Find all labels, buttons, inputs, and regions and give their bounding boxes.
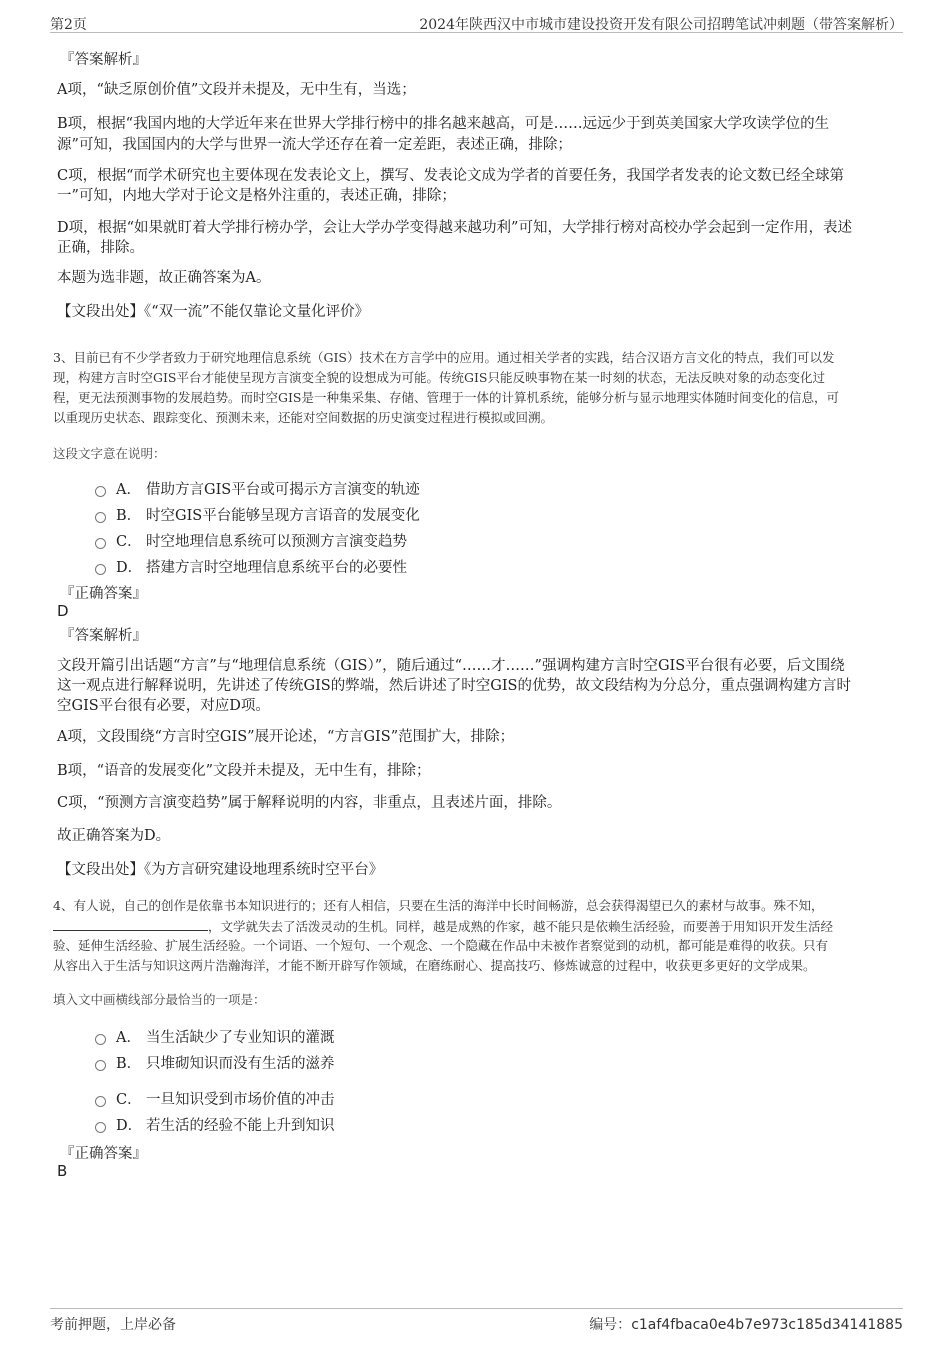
q3-option-c[interactable]: C． 时空地理信息系统可以预测方言演变趋势: [95, 530, 407, 551]
document-title: 2024年陕西汉中市城市建设投资开发有限公司招聘笔试冲刺题（带答案解析）: [419, 17, 903, 33]
analysis-c-text-2: 一”可知，内地大学对于论文是格外注重的，表述正确，排除；: [57, 188, 456, 204]
page-number: 第2页: [50, 17, 87, 33]
q4-option-d[interactable]: D． 若生活的经验不能上升到知识: [95, 1114, 335, 1135]
q3-conclusion: 故正确答案为D。: [57, 828, 171, 844]
radio-icon[interactable]: [95, 512, 106, 523]
q4-text-4: 从容出入于生活与知识这两片浩瀚海洋，才能不断开辟写作领域，在磨练耐心、提高技巧、修炼诚意的过程中，收获更多更好的文学成果。: [53, 958, 816, 973]
q4-text-1: 4、有人说，自己的创作是依靠书本知识进行的；还有人相信，只要在生活的海洋中长时间畅游，总会获得渴望已久的素材与故事。殊不知，: [53, 898, 824, 913]
q4-answer-label: 『正确答案』: [60, 1146, 147, 1162]
answer-analysis-label: 『答案解析』: [60, 52, 147, 68]
page-header: [50, 10, 903, 33]
q3-text-1: 3、目前已有不少学者致力于研究地理信息系统（GIS）技术在方言学中的应用。通过相关学者的实践，结合汉语方言文化的特点，我们可以发: [53, 350, 835, 365]
q3-option-d[interactable]: D． 搭建方言时空地理信息系统平台的必要性: [95, 556, 407, 577]
radio-icon[interactable]: [95, 538, 106, 549]
q4-option-b[interactable]: B． 只堆砌知识而没有生活的滋养: [95, 1052, 335, 1073]
q4-answer: B: [57, 1162, 68, 1180]
radio-icon[interactable]: [95, 1096, 106, 1107]
radio-icon[interactable]: [95, 1122, 106, 1133]
q3-analysis-3: 空GIS平台很有必要，对应D项。: [57, 698, 270, 714]
q3-option-a[interactable]: A． 借助方言GIS平台或可揭示方言演变的轨迹: [95, 478, 420, 499]
q3-analysis-a: A项，文段围绕“方言时空GIS”展开论述，“方言GIS”范围扩大，排除；: [57, 729, 515, 745]
analysis-b-text-2: 源”可知，我国国内的大学与世界一流大学还存在着一定差距，表述正确，排除；: [57, 137, 572, 153]
q3-answer-label: 『正确答案』: [60, 586, 147, 602]
q4-text-3: 验、延伸生活经验、扩展生活经验。一个词语、一个短句、一个观念、一个隐藏在作品中未被作者察觉到的动机，都可能是难得的收获。只有: [53, 938, 829, 953]
analysis-d-text-1: D项，根据“如果就盯着大学排行榜办学，会让大学办学变得越来越功利”可知，大学排行榜对高校办学会起到一定作用，表述: [57, 220, 852, 236]
analysis-a-text: A项，“缺乏原创价值”文段并未提及，无中生有，当选；: [57, 82, 416, 98]
fill-in-blank: [53, 916, 208, 931]
q3-analysis-b: B项，“语音的发展变化”文段并未提及，无中生有，排除；: [57, 763, 431, 779]
q3-analysis-label: 『答案解析』: [60, 628, 147, 644]
radio-icon[interactable]: [95, 1060, 106, 1071]
document-code: 编号：c1af4fbaca0e4b7e973c185d34141885: [589, 1317, 903, 1333]
q3-analysis-c: C项，“预测方言演变趋势”属于解释说明的内容，非重点，且表述片面，排除。: [57, 795, 562, 811]
footer-slogan: 考前押题，上岸必备: [50, 1317, 176, 1333]
q3-analysis-2: 这一观点进行解释说明，先讲述了传统GIS的弊端，然后讲述了时空GIS的优势，故文段结构为分总分，重点强调构建方言时: [57, 678, 851, 694]
q4-text-2: ，文学就失去了活泼灵动的生机。同样，越是成熟的作家，越不能只是依赖生活经验，而要善于用知识开发生活经: [53, 916, 896, 937]
q3-text-4: 以重现历史状态、跟踪变化、预测未来，还能对空间数据的历史演变过程进行模拟或回溯。: [53, 410, 554, 425]
q3-text-3: 程，更无法预测事物的发展趋势。而时空GIS是一种集采集、存储、管理于一体的计算机系统，能够分析与显示地理实体随时间变化的信息，可: [53, 390, 839, 405]
page-footer: [50, 1308, 903, 1333]
q3-text-2: 现，构建方言时空GIS平台才能使呈现方言演变全貌的设想成为可能。传统GIS只能反映事物在某一时刻的状态，无法反映对象的动态变化过: [53, 370, 825, 385]
radio-icon[interactable]: [95, 564, 106, 575]
analysis-conclusion: 本题为选非题，故正确答案为A。: [57, 270, 271, 286]
analysis-d-text-2: 正确，排除。: [57, 240, 144, 256]
analysis-b-text-1: B项，根据“我国内地的大学近年来在世界大学排行榜中的排名越来越高，可是……远远少于到英美国家大学攻读学位的生: [57, 116, 830, 132]
radio-icon[interactable]: [95, 1034, 106, 1045]
radio-icon[interactable]: [95, 486, 106, 497]
q4-option-c[interactable]: C． 一旦知识受到市场价值的冲击: [95, 1088, 335, 1109]
q3-option-b[interactable]: B． 时空GIS平台能够呈现方言语音的发展变化: [95, 504, 420, 525]
passage-source: 【文段出处】《“双一流”不能仅靠论文量化评价》: [57, 304, 370, 320]
q4-option-a[interactable]: A． 当生活缺少了专业知识的灌溉: [95, 1026, 335, 1047]
q3-answer: D: [57, 602, 69, 620]
q3-source: 【文段出处】《为方言研究建设地理系统时空平台》: [57, 862, 384, 878]
q3-analysis-1: 文段开篇引出话题“方言”与“地理信息系统（GIS）”，随后通过“……才……”强调构建方言时空GIS平台很有必要，后文围绕: [57, 658, 845, 674]
q3-prompt: 这段文字意在说明：: [53, 446, 166, 461]
analysis-c-text-1: C项，根据“而学术研究也主要体现在发表论文上，撰写、发表论文成为学者的首要任务，我国学者发表的论文数已经全球第: [57, 168, 845, 184]
q4-prompt: 填入文中画横线部分最恰当的一项是：: [53, 992, 266, 1007]
